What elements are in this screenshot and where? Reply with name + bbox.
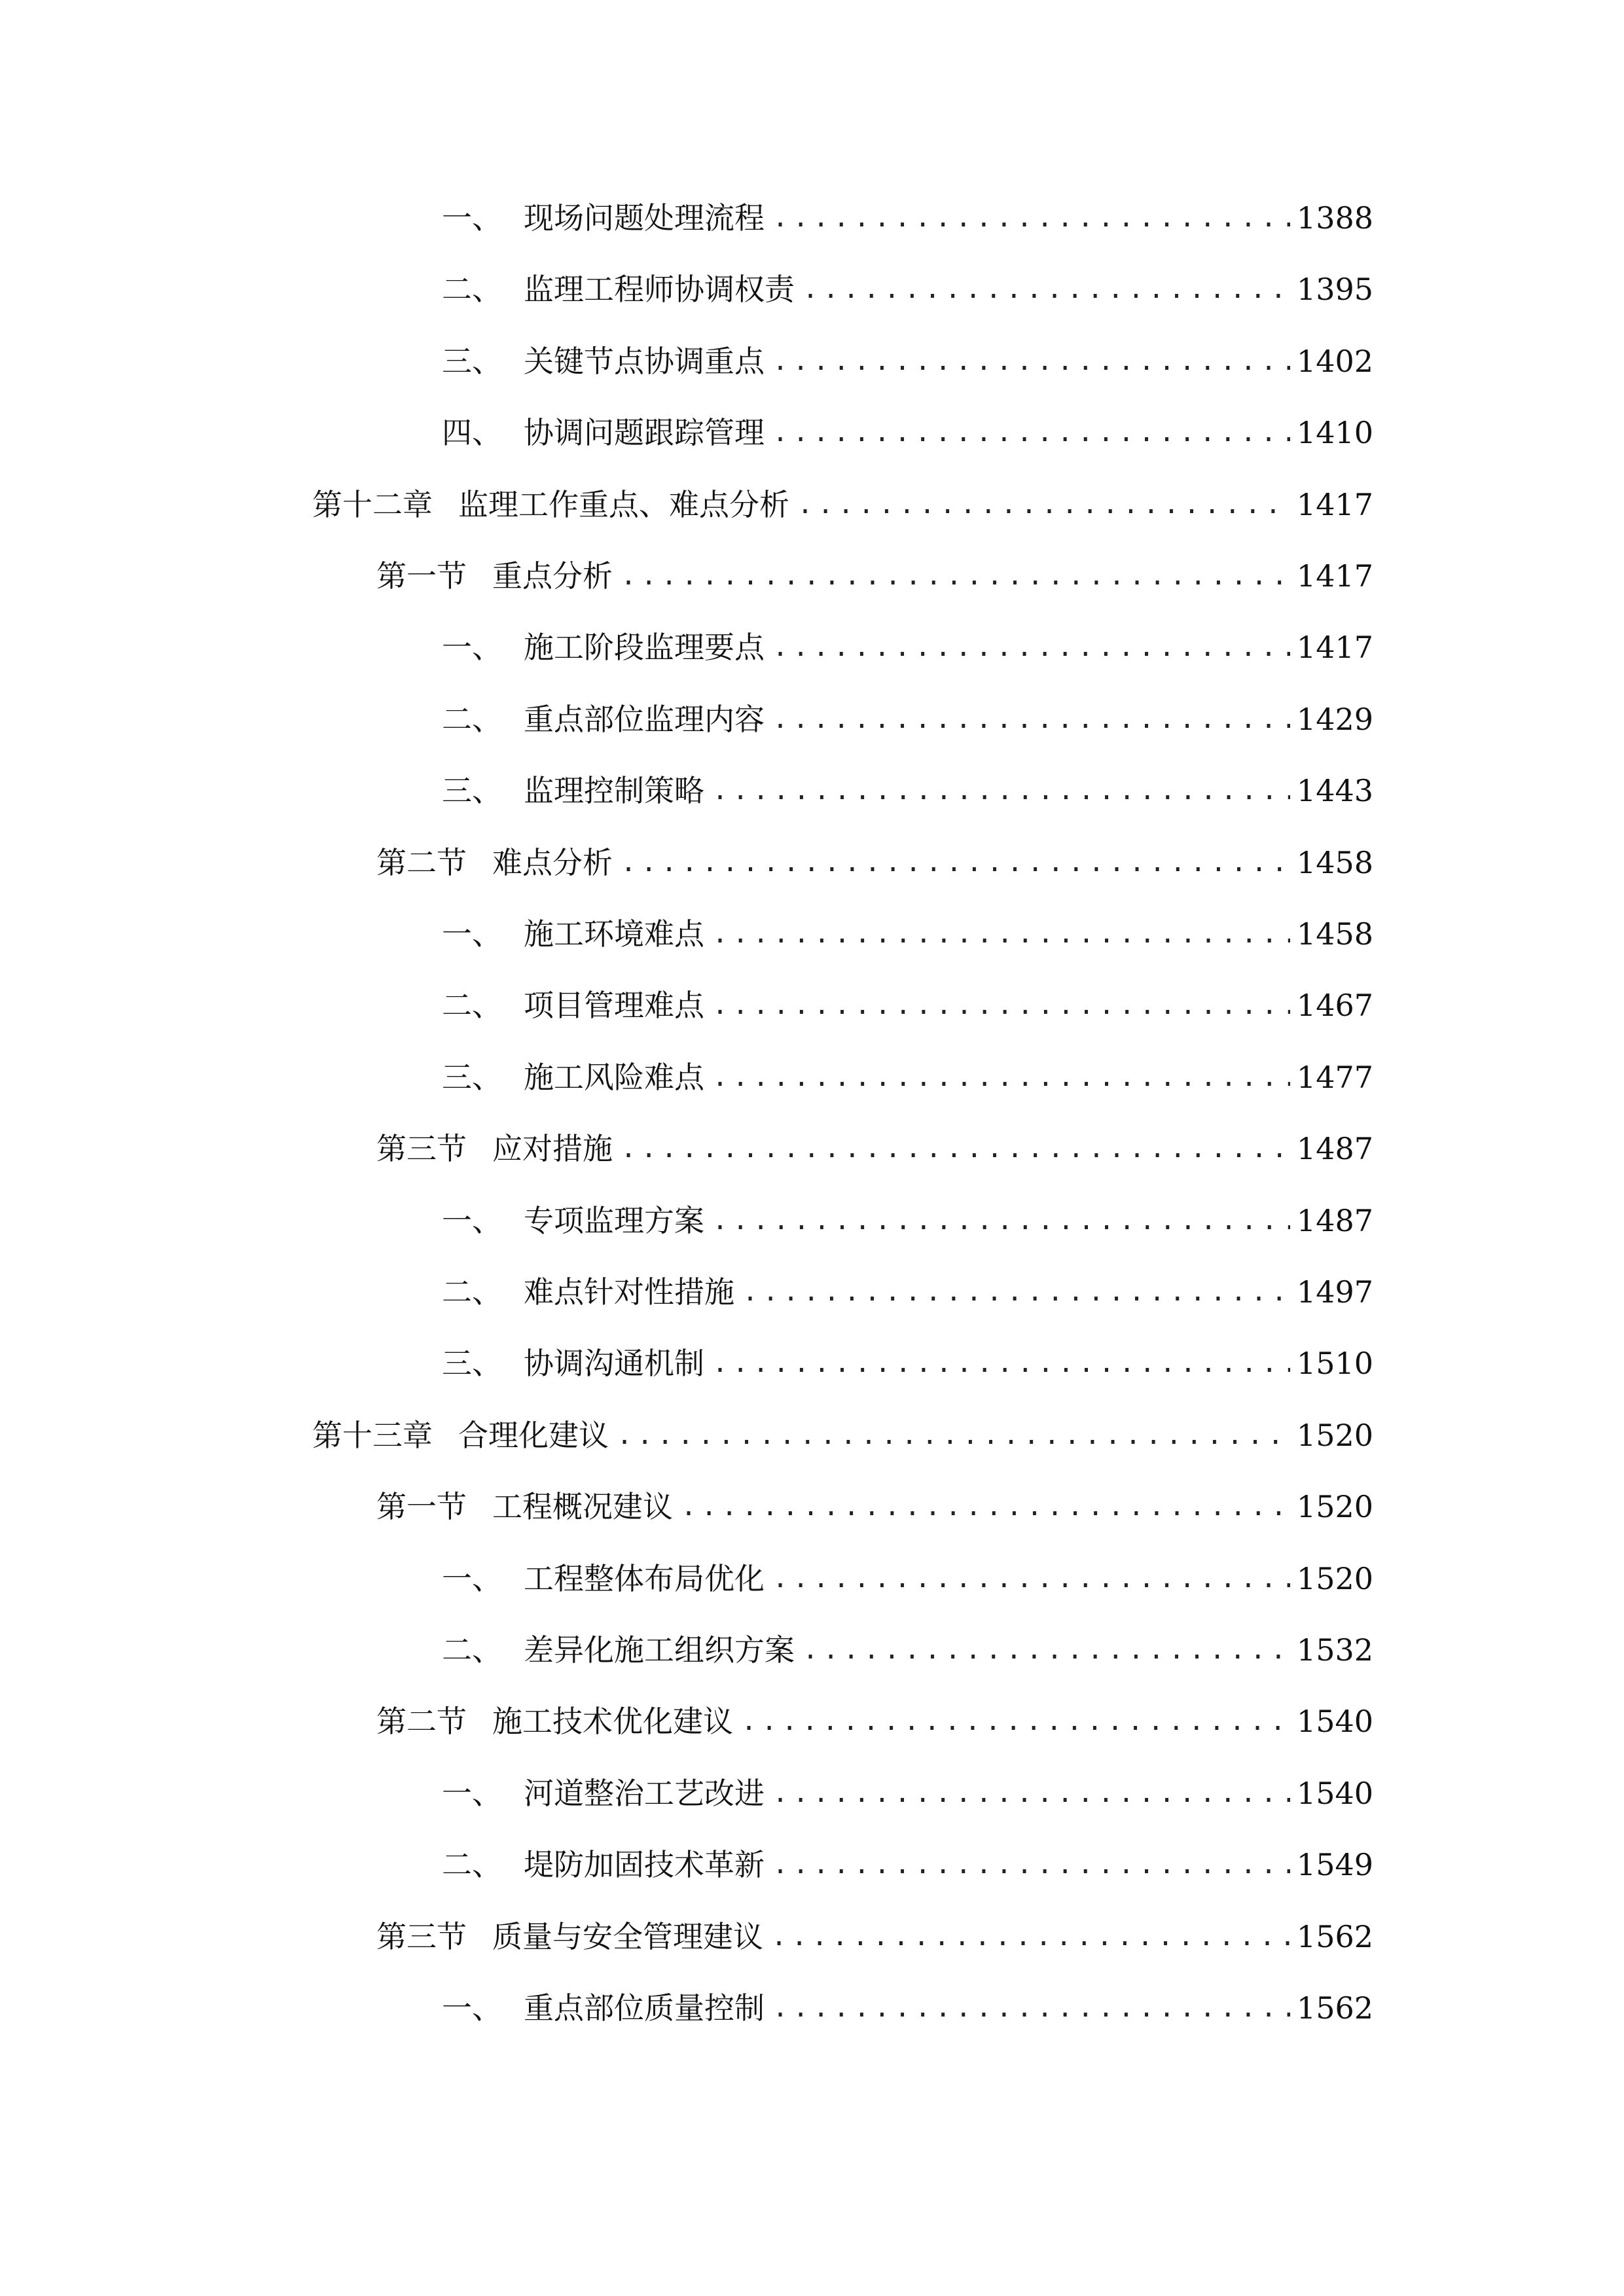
toc-entry[interactable] [376, 1122, 1373, 1175]
toc-page-number: 1410 [1296, 415, 1373, 450]
toc-entry-number: 第二节 [376, 1704, 467, 1739]
toc-dot-leader [803, 263, 1290, 315]
toc-page-number: 1395 [1296, 272, 1373, 307]
toc-entry[interactable] [442, 406, 1373, 459]
toc-page-number: 1487 [1296, 1131, 1373, 1166]
toc-entry-number: 一、 [442, 630, 502, 665]
toc-page-number: 1510 [1296, 1346, 1373, 1381]
toc-entry-number: 第二节 [376, 845, 467, 880]
toc-entry-title: 协调沟通机制 [524, 1346, 704, 1381]
toc-page-number: 1549 [1296, 1847, 1373, 1882]
toc-page-number: 1497 [1296, 1274, 1373, 1310]
toc-entry[interactable] [442, 979, 1373, 1031]
toc-entry[interactable] [442, 1051, 1373, 1103]
toc-dot-leader [712, 1194, 1290, 1247]
toc-page-number: 1532 [1296, 1632, 1373, 1668]
toc-entry[interactable] [442, 1839, 1373, 1891]
toc-entry-number: 第十二章 [312, 487, 433, 522]
toc-entry-number: 一、 [442, 1990, 502, 2026]
toc-entry[interactable] [442, 1767, 1373, 1820]
toc-entry-number: 一、 [442, 916, 502, 952]
toc-entry[interactable] [312, 1409, 1373, 1462]
toc-page-number: 1429 [1296, 702, 1373, 737]
toc-dot-leader [617, 1409, 1290, 1462]
toc-dot-leader [621, 836, 1290, 889]
toc-entry-number: 第三节 [376, 1131, 467, 1166]
toc-entry-number: 第三节 [376, 1919, 467, 1954]
toc-entry-number: 四、 [442, 415, 502, 450]
toc-entry-number: 三、 [442, 1346, 502, 1381]
toc-entry-title: 施工风险难点 [524, 1060, 704, 1095]
toc-entry-number: 二、 [442, 1847, 502, 1882]
toc-entry-title: 监理工作重点、难点分析 [458, 487, 789, 522]
toc-page-number: 1562 [1296, 1990, 1373, 2026]
toc-entry-number: 一、 [442, 1203, 502, 1238]
toc-entry[interactable] [442, 192, 1373, 244]
toc-entry[interactable] [442, 1266, 1373, 1318]
toc-entry[interactable] [442, 1337, 1373, 1390]
toc-entry[interactable] [376, 836, 1373, 889]
toc-entry[interactable] [442, 1194, 1373, 1247]
toc-entry-title: 堤防加固技术革新 [524, 1847, 765, 1882]
toc-dot-leader [742, 1266, 1290, 1318]
toc-entry-title: 项目管理难点 [524, 988, 704, 1023]
toc-page-number: 1443 [1296, 773, 1373, 808]
toc-entry-number: 三、 [442, 773, 502, 808]
toc-entry-title: 施工技术优化建议 [492, 1704, 733, 1739]
toc-page-number: 1402 [1296, 344, 1373, 379]
toc-entry[interactable] [442, 621, 1373, 673]
toc-entry-number: 二、 [442, 988, 502, 1023]
toc-dot-leader [772, 192, 1290, 244]
toc-entry-title: 质量与安全管理建议 [492, 1919, 763, 1954]
toc-page-number: 1520 [1296, 1418, 1373, 1453]
toc-dot-leader [772, 1982, 1290, 2034]
toc-page-number: 1458 [1296, 845, 1373, 880]
toc-entry[interactable] [376, 550, 1373, 602]
toc-page-number: 1417 [1296, 630, 1373, 665]
toc-page-number: 1520 [1296, 1489, 1373, 1524]
toc-dot-leader [803, 1624, 1290, 1676]
toc-dot-leader [741, 1695, 1290, 1748]
toc-page-number: 1458 [1296, 916, 1373, 952]
toc-page-number: 1487 [1296, 1203, 1373, 1238]
toc-entry[interactable] [442, 908, 1373, 960]
toc-entry[interactable] [442, 1982, 1373, 2034]
toc-entry[interactable] [442, 335, 1373, 387]
toc-dot-leader [772, 693, 1290, 745]
toc-entry-title: 现场问题处理流程 [524, 200, 765, 236]
toc-dot-leader [772, 621, 1290, 673]
toc-dot-leader [712, 1337, 1290, 1390]
toc-entry[interactable] [442, 1624, 1373, 1676]
toc-entry-title: 差异化施工组织方案 [524, 1632, 795, 1668]
toc-entry-number: 二、 [442, 1632, 502, 1668]
toc-entry[interactable] [442, 764, 1373, 817]
toc-entry[interactable] [376, 1695, 1373, 1748]
toc-page-number: 1477 [1296, 1060, 1373, 1095]
toc-dot-leader [681, 1480, 1290, 1533]
toc-entry[interactable] [442, 263, 1373, 315]
toc-dot-leader [772, 1552, 1290, 1605]
toc-page-number: 1520 [1296, 1561, 1373, 1596]
toc-entry-number: 一、 [442, 1776, 502, 1811]
toc-dot-leader [772, 335, 1290, 387]
toc-dot-leader [797, 478, 1290, 531]
toc-entry-title: 难点针对性措施 [524, 1274, 734, 1310]
toc-entry-number: 一、 [442, 200, 502, 236]
toc-entry-number: 第十三章 [312, 1418, 433, 1453]
toc-entry-title: 监理控制策略 [524, 773, 704, 808]
toc-dot-leader [712, 764, 1290, 817]
toc-entry[interactable] [376, 1910, 1373, 1963]
toc-entry-title: 难点分析 [492, 845, 613, 880]
toc-page-number: 1417 [1296, 558, 1373, 594]
toc-entry-number: 第一节 [376, 558, 467, 594]
toc-entry-number: 二、 [442, 702, 502, 737]
toc-entry[interactable] [376, 1480, 1373, 1533]
toc-entry-title: 重点部位质量控制 [524, 1990, 765, 2026]
toc-entry-title: 协调问题跟踪管理 [524, 415, 765, 450]
toc-dot-leader [772, 1767, 1290, 1820]
toc-dot-leader [712, 908, 1290, 960]
toc-entry[interactable] [312, 478, 1373, 531]
toc-entry-title: 监理工程师协调权责 [524, 272, 795, 307]
toc-page-number: 1540 [1296, 1704, 1373, 1739]
toc-entry[interactable] [442, 1552, 1373, 1605]
toc-page-number: 1467 [1296, 988, 1373, 1023]
toc-entry-title: 应对措施 [492, 1131, 613, 1166]
toc-entry-title: 重点部位监理内容 [524, 702, 765, 737]
toc-entry-title: 专项监理方案 [524, 1203, 704, 1238]
toc-entry-number: 一、 [442, 1561, 502, 1596]
toc-entry-number: 二、 [442, 1274, 502, 1310]
toc-entry-title: 工程概况建议 [492, 1489, 673, 1524]
toc-dot-leader [712, 1051, 1290, 1103]
toc-entry-number: 三、 [442, 1060, 502, 1095]
toc-dot-leader [621, 550, 1290, 602]
toc-dot-leader [621, 1122, 1290, 1175]
toc-entry-number: 第一节 [376, 1489, 467, 1524]
toc-entry-number: 二、 [442, 272, 502, 307]
toc-page-number: 1562 [1296, 1919, 1373, 1954]
toc-entry-title: 工程整体布局优化 [524, 1561, 765, 1596]
toc-page-number: 1417 [1296, 487, 1373, 522]
toc-entry-title: 重点分析 [492, 558, 613, 594]
toc-entry-title: 合理化建议 [458, 1418, 609, 1453]
toc-page-number: 1388 [1296, 200, 1373, 236]
toc-entry-title: 施工阶段监理要点 [524, 630, 765, 665]
toc-entry-title: 施工环境难点 [524, 916, 704, 952]
toc-entry-number: 三、 [442, 344, 502, 379]
toc-entry-title: 河道整治工艺改进 [524, 1776, 765, 1811]
toc-dot-leader [772, 406, 1290, 459]
toc-dot-leader [771, 1910, 1290, 1963]
toc-page-number: 1540 [1296, 1776, 1373, 1811]
toc-entry[interactable] [442, 693, 1373, 745]
toc-entry-title: 关键节点协调重点 [524, 344, 765, 379]
toc-dot-leader [772, 1839, 1290, 1891]
toc-dot-leader [712, 979, 1290, 1031]
